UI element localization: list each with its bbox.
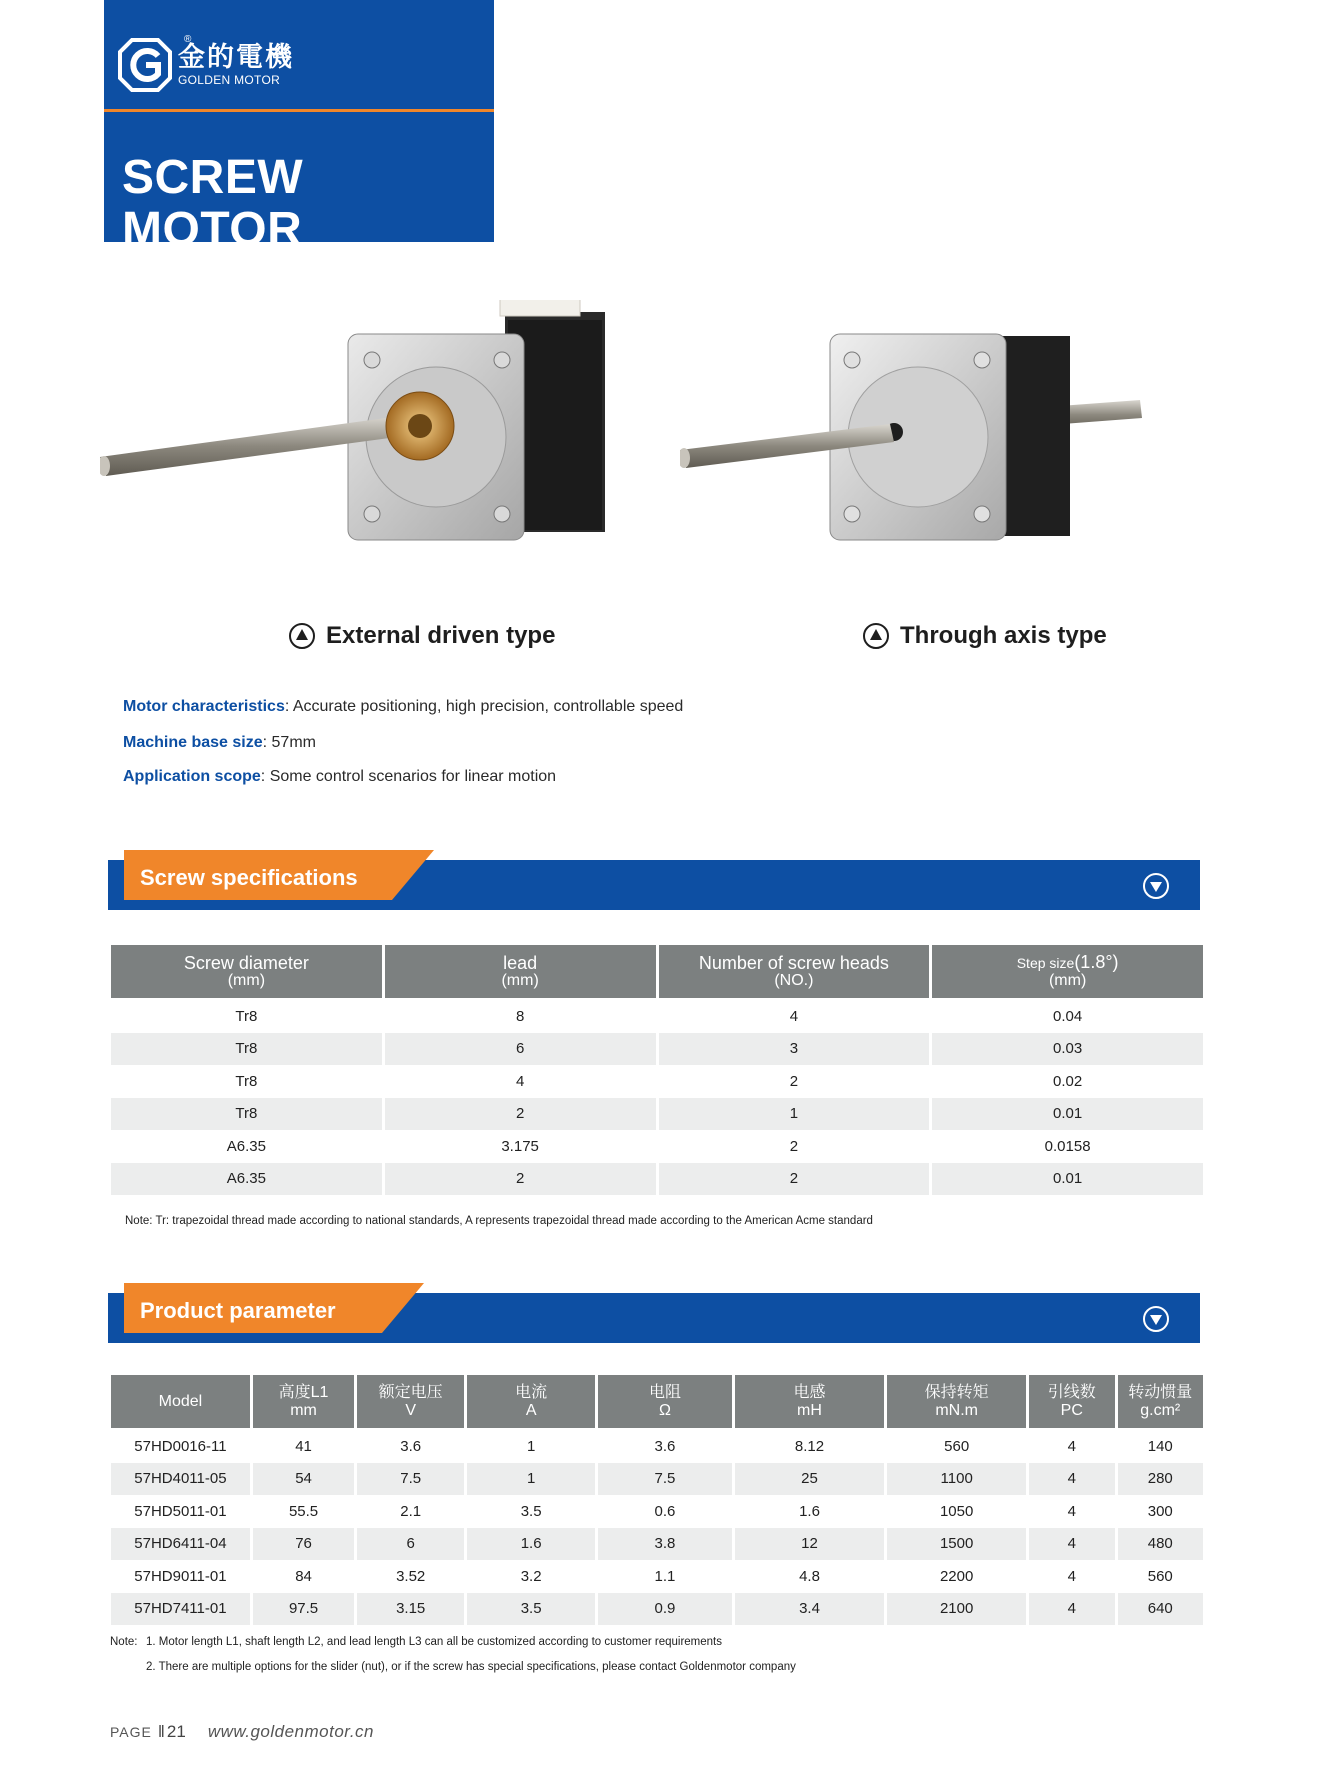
col-rated-voltage: 额定电压 V [357, 1375, 464, 1430]
col-resistance: 电阻 Ω [598, 1375, 732, 1430]
table-row: Tr8 8 4 0.04 [235, 1007, 1083, 1025]
table-row: Tr8 4 2 0.02 [235, 1072, 1083, 1090]
section-header-screw-specifications [108, 860, 1200, 910]
through-axis-motor-image [680, 300, 1160, 600]
table-row: 57HD5011-01 55.5 2.1 3.5 0.6 1.6 1050 4 300 [134, 1502, 1173, 1520]
caption-external-driven [288, 622, 555, 650]
col-model: Model [111, 1375, 250, 1430]
col-rotor-inertia: 转动惯量 g.cm² [1118, 1375, 1203, 1430]
table-row: A6.35 2 2 0.01 [111, 1163, 1203, 1196]
screw-spec-table [108, 945, 1206, 1195]
website-url[interactable]: www.goldenmotor.cn [207, 1722, 374, 1741]
machine-base-size: Machine base size: 57mm [123, 734, 316, 751]
external-driven-motor-image [100, 300, 630, 600]
product-note-label: Note: [110, 1636, 138, 1648]
brand-name-en: GOLDEN MOTOR [178, 73, 281, 87]
table-row: 57HD7411-01 97.5 3.15 3.5 0.9 3.4 2100 4 640 [111, 1593, 1203, 1626]
screw-table-note: Note: Tr: trapezoidal thread made according to national standards, A represents trapezoidal thread made according to the American Acme standard [125, 1215, 873, 1227]
col-lead: lead (mm) [385, 945, 656, 1000]
chevron-down-circle-icon [1142, 1305, 1170, 1333]
col-height: 高度L1 mm [253, 1375, 354, 1430]
header-block [104, 0, 494, 256]
page-separator-icon: ‖ [157, 1722, 165, 1741]
col-step-size: Step size(1.8°) (mm) [932, 945, 1203, 1000]
application-scope: Application scope: Some control scenarios for linear motion [123, 768, 557, 785]
brand-logo [118, 34, 294, 92]
motor-characteristics: Motor characteristics: Accurate positioning, high precision, controllable speed [123, 698, 684, 715]
table-row: 57HD6411-04 76 6 1.6 3.8 12 1500 4 480 [111, 1528, 1203, 1561]
caption-through-axis [862, 622, 1107, 650]
table-row: Tr8 6 3 0.03 [111, 1033, 1203, 1066]
registered-mark: ® [184, 34, 192, 45]
col-screw-heads: Number of screw heads (NO.) [659, 945, 930, 1000]
table-row: 57HD0016-11 41 3.6 1 3.6 8.12 560 4 140 [134, 1437, 1173, 1455]
table-row: 57HD4011-05 54 7.5 1 7.5 25 1100 4 280 [111, 1463, 1203, 1496]
brand-name-cn: 金的電機 [178, 42, 294, 73]
page-title: SCREW MOTOR [122, 151, 304, 256]
section-title: Product parameter [140, 1298, 336, 1323]
header-divider [104, 109, 494, 112]
table-row: 57HD9011-01 84 3.52 3.2 1.1 4.8 2200 4 560 [134, 1567, 1173, 1585]
chevron-down-circle-icon [1142, 872, 1170, 900]
col-inductance: 电感 mH [735, 1375, 885, 1430]
section-title: Screw specifications [140, 865, 358, 890]
caption-label: Through axis type [900, 622, 1107, 649]
col-holding-torque: 保持转矩 mN.m [887, 1375, 1026, 1430]
section-header-product-parameter [108, 1293, 1200, 1343]
caption-label: External driven type [326, 622, 556, 649]
table-header-row [111, 945, 1203, 1000]
page-footer [110, 1722, 374, 1742]
triangle-up-circle-icon [862, 622, 890, 650]
table-header-row [111, 1375, 1203, 1430]
table-row: Tr8 2 1 0.01 [111, 1098, 1203, 1131]
product-note-2: 2. There are multiple options for the slider (nut), or if the screw has special specifications, please contact Goldenmotor company [146, 1661, 796, 1673]
page-number: 21 [166, 1722, 186, 1741]
golden-motor-logo-icon [118, 38, 172, 92]
col-lead-wires: 引线数 PC [1029, 1375, 1114, 1430]
col-screw-diameter: Screw diameter (mm) [111, 945, 382, 1000]
table-row: A6.35 3.175 2 0.0158 [226, 1137, 1091, 1155]
page-label: PAGE [110, 1724, 152, 1740]
triangle-up-circle-icon [288, 622, 316, 650]
product-parameter-table [108, 1375, 1206, 1625]
col-current: 电流 A [467, 1375, 595, 1430]
product-note-1: 1. Motor length L1, shaft length L2, and lead length L3 can all be customized according to customer requirements [146, 1636, 722, 1648]
